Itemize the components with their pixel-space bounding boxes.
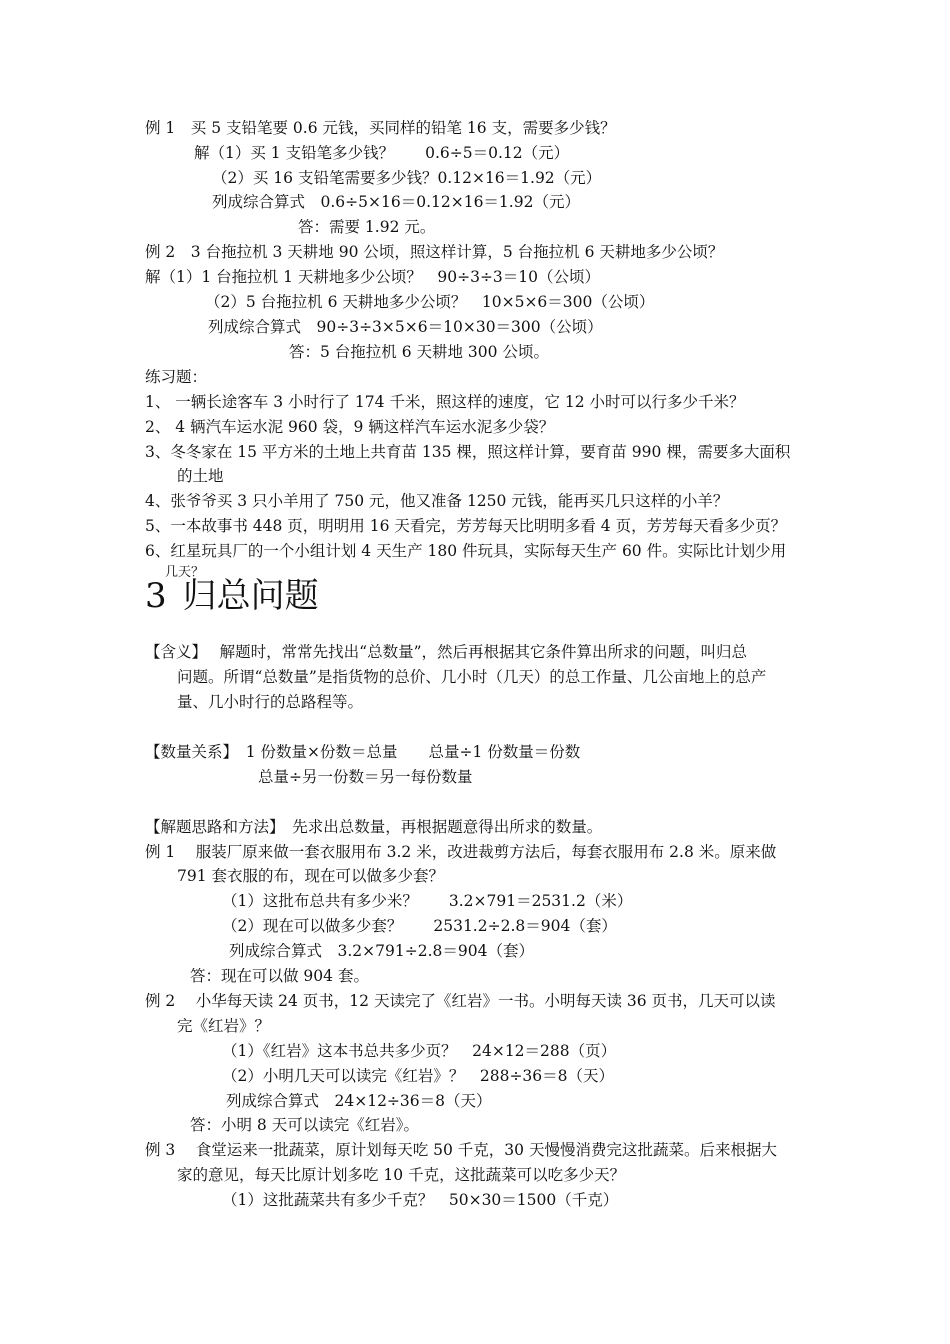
- ex1-combined: 列成综合算式 3.2×791÷2.8＝904（套）: [229, 942, 534, 960]
- practice-heading: 练习题：: [145, 368, 208, 386]
- example-2-question: 例 2 3 台拖拉机 3 天耕地 90 公顷，照这样计算，5 台拖拉机 6 天耕地多少公顷？: [145, 243, 724, 261]
- relation-line-2: 总量÷另一份数＝另一每份数量: [258, 768, 473, 786]
- ex2-question-cont: 完《红岩》？: [177, 1017, 271, 1035]
- ex2-question: 例 2 小华每天读 24 页书，12 天读完了《红岩》一书。小明每天读 36 页书，几天可以读: [145, 992, 776, 1010]
- ex3-question: 例 3 食堂运来一批蔬菜，原计划每天吃 50 千克，30 天慢慢消费完这批蔬菜。后来根据大: [145, 1141, 777, 1159]
- ex2-answer: 答：小明 8 天可以读完《红岩》。: [190, 1116, 419, 1134]
- method-line: 【解题思路和方法】 先求出总数量，再根据题意得出所求的数量。: [145, 818, 603, 836]
- ex2-step-1: （1）《红岩》这本书总共多少页？ 24×12＝288（页）: [222, 1042, 617, 1060]
- practice-item-6: 6、红星玩具厂的一个小组计划 4 天生产 180 件玩具，实际每天生产 60 件。实际比计划少用: [145, 542, 787, 560]
- example-1-answer: 答：需要 1.92 元。: [298, 218, 436, 236]
- practice-item-1: 1、 一辆长途客车 3 小时行了 174 千米，照这样的速度，它 12 小时可以行多少千米？: [145, 393, 745, 411]
- example-1-combined: 列成综合算式 0.6÷5×16＝0.12×16＝1.92（元）: [212, 193, 580, 211]
- example-1-step-2: （2）买 16 支铅笔需要多少钱？0.12×16＝1.92（元）: [212, 169, 602, 187]
- ex3-step-1: （1）这批蔬菜共有多少千克？ 50×30＝1500（千克）: [222, 1191, 619, 1209]
- practice-item-3: 3、冬冬家在 15 平方米的土地上共育苗 135 棵，照这样计算，要育苗 990 棵，需要多大面积: [145, 443, 791, 461]
- ex3-question-cont: 家的意见，每天比原计划多吃 10 千克，这批蔬菜可以吃多少天？: [177, 1166, 626, 1184]
- practice-item-5: 5、一本故事书 448 页，明明用 16 天看完，芳芳每天比明明多看 4 页，芳芳每天看多少页？: [145, 517, 787, 535]
- ex1-question-cont: 791 套衣服的布，现在可以做多少套？: [177, 867, 445, 885]
- section-title: [145, 565, 319, 618]
- practice-item-2: 2、 4 辆汽车运水泥 960 袋，9 辆这样汽车运水泥多少袋？: [145, 418, 555, 436]
- practice-item-6-cont: 几天？: [165, 565, 205, 580]
- example-2-step-1: 解（1）1 台拖拉机 1 天耕地多少公顷？ 90÷3÷3＝10（公顷）: [145, 268, 601, 286]
- ex1-question: 例 1 服装厂原来做一套衣服用布 3.2 米，改进裁剪方法后，每套衣服用布 2.8 米。原来做: [145, 843, 777, 861]
- meaning-line-1: 【含义】 解题时，常常先找出“总数量”，然后再根据其它条件算出所求的问题，叫归总: [145, 643, 748, 661]
- section-heading: 归总问题: [182, 576, 319, 616]
- meaning-line-3: 量、几小时行的总路程等。: [177, 693, 364, 711]
- ex2-combined: 列成综合算式 24×12÷36＝8（天）: [226, 1092, 492, 1110]
- meaning-line-2: 问题。所谓“总数量”是指货物的总价、几小时（几天）的总工作量、几公亩地上的总产: [177, 668, 767, 686]
- example-2-combined: 列成综合算式 90÷3÷3×5×6＝10×30＝300（公顷）: [208, 318, 603, 336]
- example-1-question: 例 1 买 5 支铅笔要 0.6 元钱，买同样的铅笔 16 支，需要多少钱？: [145, 119, 616, 137]
- ex1-step-2: （2）现在可以做多少套？ 2531.2÷2.8＝904（套）: [222, 917, 617, 935]
- ex1-answer: 答：现在可以做 904 套。: [190, 967, 369, 985]
- practice-item-3-cont: 的土地: [177, 467, 224, 485]
- example-2-answer: 答：5 台拖拉机 6 天耕地 300 公顷。: [289, 343, 549, 361]
- example-2-step-2: （2）5 台拖拉机 6 天耕地多少公顷？ 10×5×6＝300（公顷）: [205, 293, 655, 311]
- ex1-step-1: （1）这批布总共有多少米？ 3.2×791＝2531.2（米）: [222, 892, 633, 910]
- relation-line-1: 【数量关系】 1 份数量×份数＝总量 总量÷1 份数量＝份数: [145, 743, 581, 761]
- ex2-step-2: （2）小明几天可以读完《红岩》？ 288÷36＝8（天）: [222, 1067, 615, 1085]
- practice-item-4: 4、张爷爷买 3 只小羊用了 750 元，他又准备 1250 元钱，能再买几只这样的小羊？: [145, 492, 729, 510]
- example-1-step-1: 解（1）买 1 支铅笔多少钱？ 0.6÷5＝0.12（元）: [194, 144, 570, 162]
- section-number: 3: [145, 576, 167, 616]
